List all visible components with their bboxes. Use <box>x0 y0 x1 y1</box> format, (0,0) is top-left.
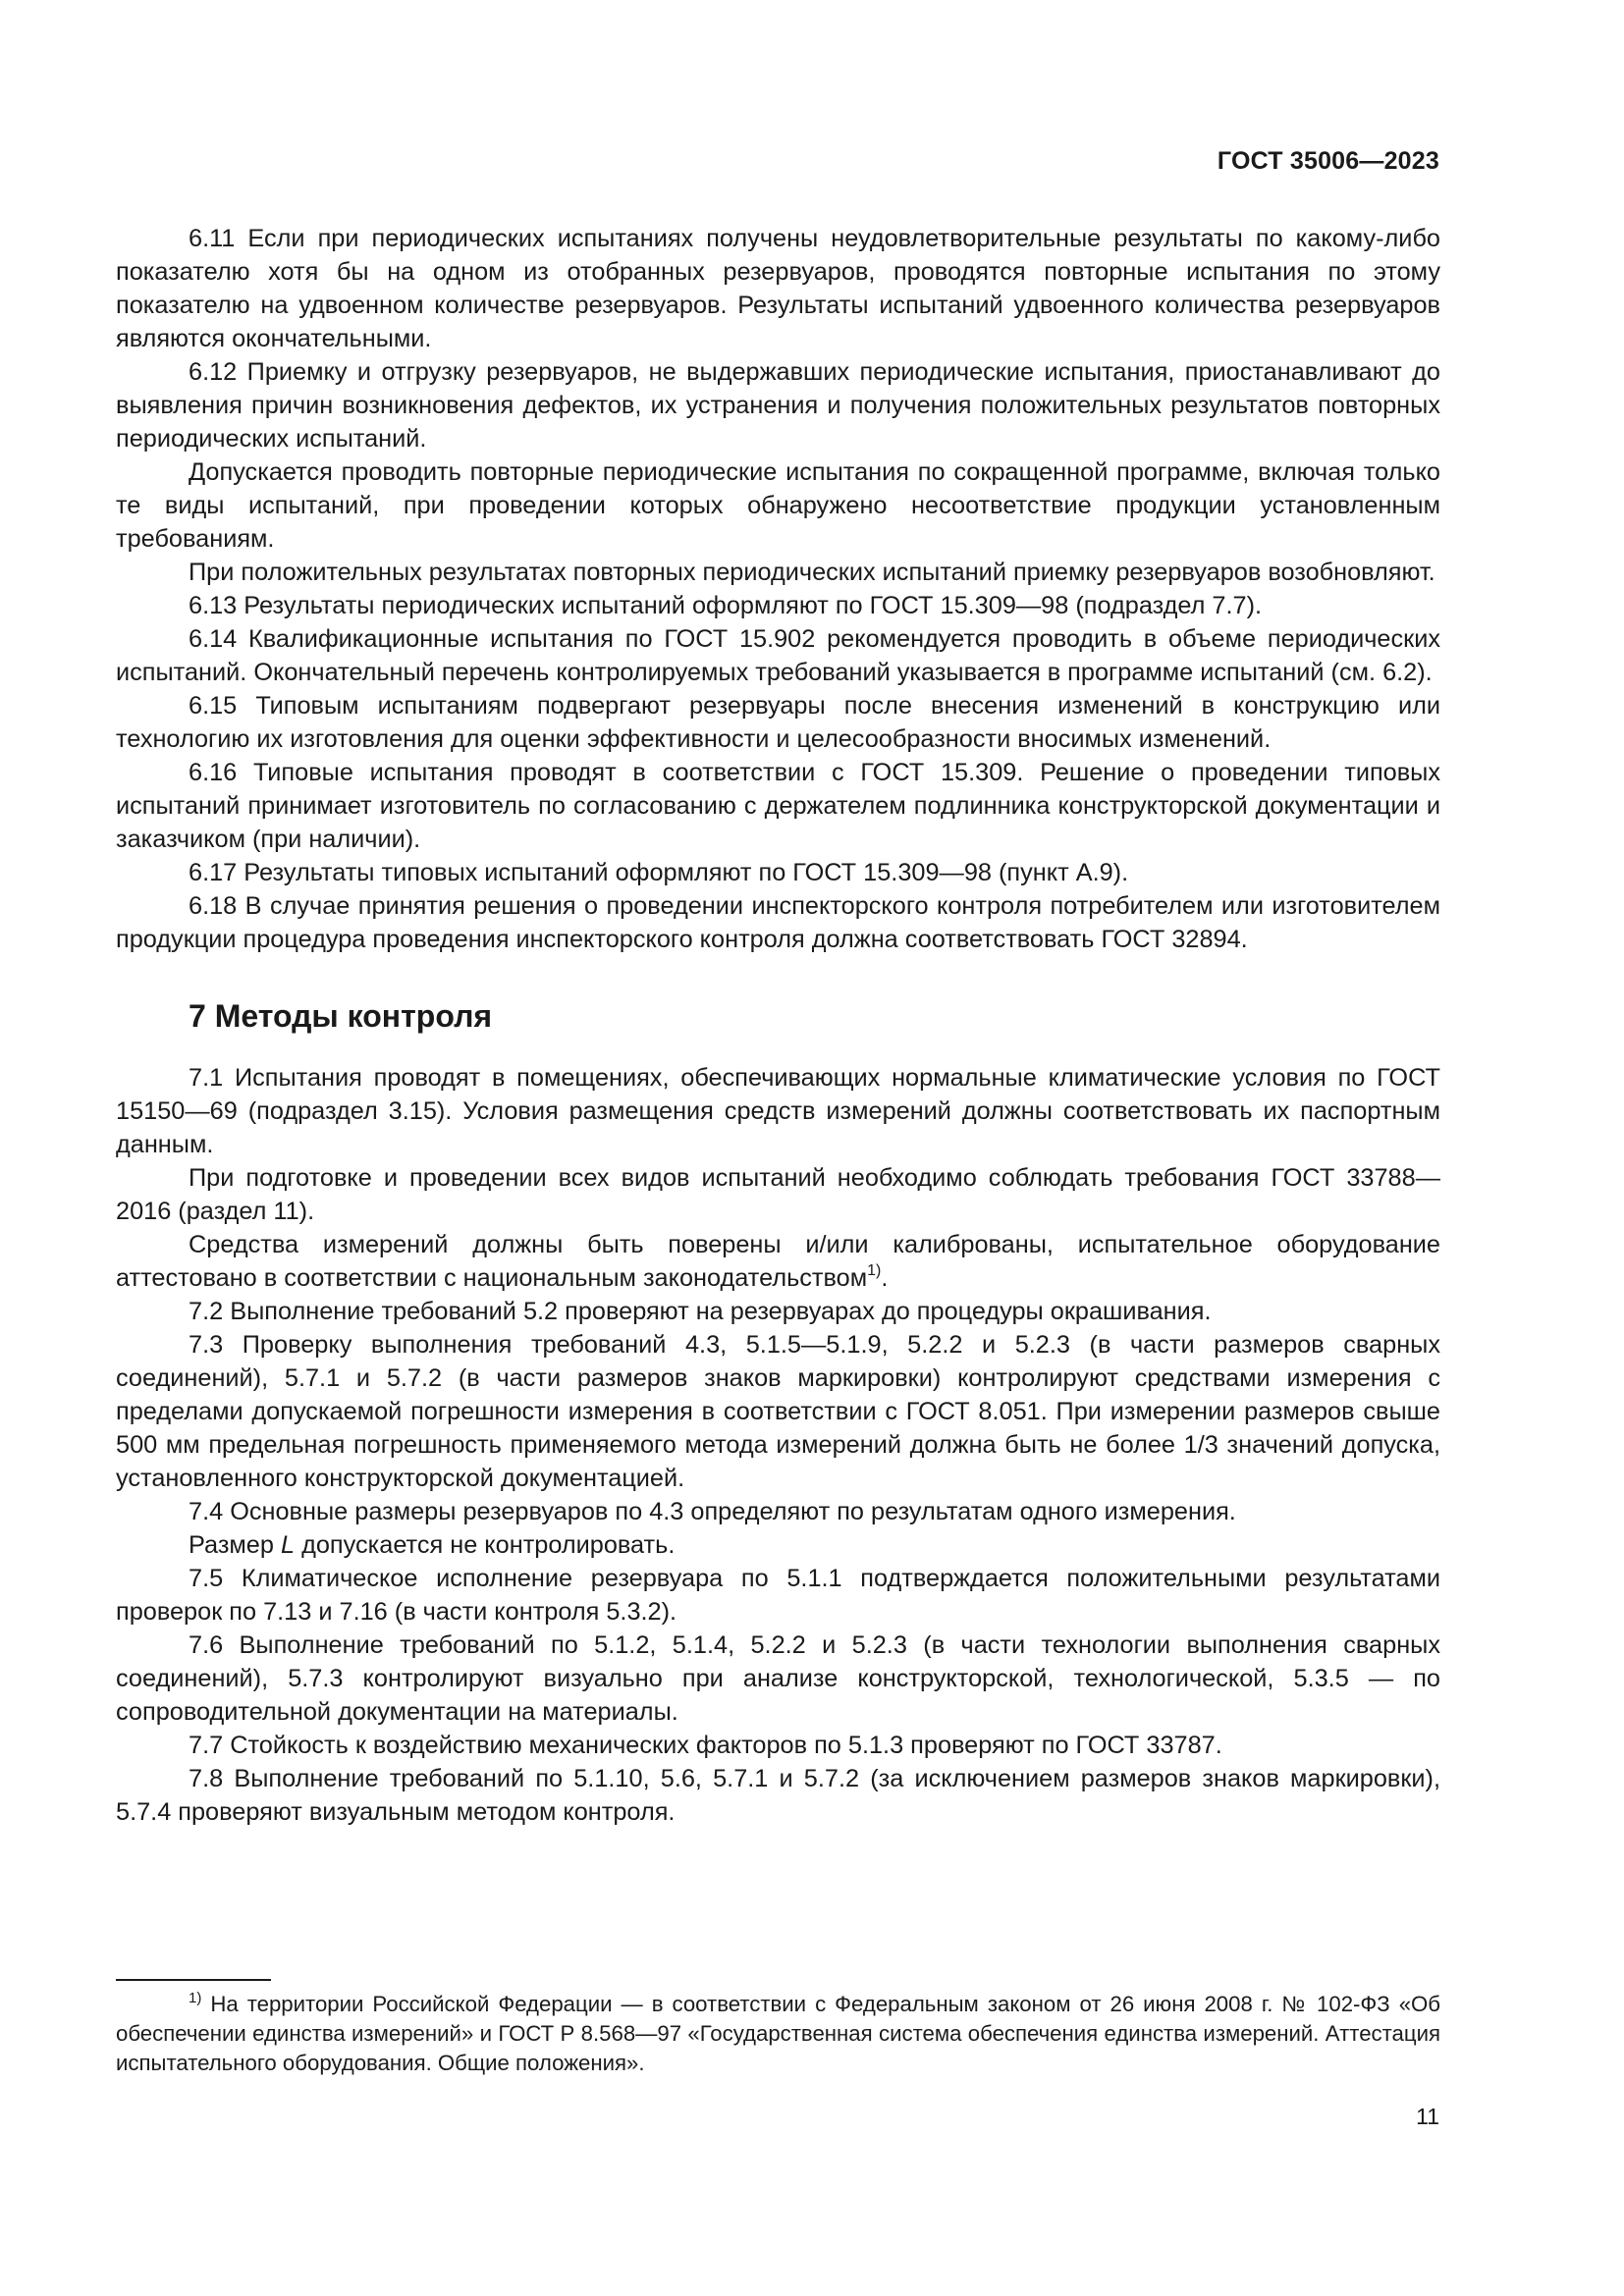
clause-7-4: 7.4 Основные размеры резервуаров по 4.3 определяют по результатам одного измерения. <box>189 1498 1236 1525</box>
footnote-reference-mark: 1) <box>867 1262 882 1279</box>
page-number: 11 <box>1416 2104 1439 2129</box>
clause-7-6: 7.6 Выполнение требований по 5.1.2, 5.1.4, 5.2.2 и 5.2.3 (в части технологии выполнения сварных соединений), 5.7.3 контролируют визуально при анализе конструкторской, технологической, 5.3.5 — по сопроводительной документации на материалы. <box>116 1631 1440 1726</box>
clause-7-1-paragraph-3-text: Средства измерений должны быть поверены и/или калиброваны, испытательное оборудование аттестовано в соответствии с национальным законодательством <box>116 1231 1440 1292</box>
footnote-body: На территории Российской Федерации — в соответствии с Федеральным законом от 26 июня 2008 г. № 102-ФЗ «Об обеспечении единства измерений» и ГОСТ Р 8.568—97 «Государственная система обеспечения единства измерений. Аттестация испытательного оборудования. Общие положения». <box>116 1992 1440 2075</box>
clause-7-4-paragraph-2 <box>116 1528 1440 1562</box>
section-7-heading: 7 Методы контроля <box>189 998 493 1034</box>
footnote-text <box>116 1990 1440 2078</box>
clause-6-15: 6.15 Типовым испытаниям подвергают резервуары после внесения изменений в конструкцию или технологию их изготовления для оценки эффективности и целесообразности вносимых изменений. <box>116 692 1440 753</box>
clause-6-12-paragraph-2: Допускается проводить повторные периодические испытания по сокращенной программе, включая только те виды испытаний, при проведении которых обнаружено несоответствие продукции установленным требованиям. <box>116 458 1440 553</box>
clause-7-4-paragraph-2-pre: Размер <box>189 1531 281 1559</box>
clause-6-14: 6.14 Квалификационные испытания по ГОСТ 15.902 рекомендуется проводить в объеме периодических испытаний. Окончательный перечень контролируемых требований указывается в программе испытаний (см. 6.2). <box>116 625 1440 686</box>
variable-l: L <box>280 1531 296 1559</box>
document-code-header: ГОСТ 35006—2023 <box>1217 147 1439 175</box>
clause-7-1-paragraph-3-end: . <box>881 1264 889 1292</box>
clause-7-2: 7.2 Выполнение требований 5.2 проверяют на резервуарах до процедуры окрашивания. <box>189 1298 1212 1325</box>
clause-6-18: 6.18 В случае принятия решения о проведении инспекторского контроля потребителем или изготовителем продукции процедура проведения инспекторского контроля должна соответствовать ГОСТ 32894. <box>116 892 1440 953</box>
main-content <box>116 222 1440 1829</box>
clause-6-11: 6.11 Если при периодических испытаниях получены неудовлетворительные результаты по какому-либо показателю хотя бы на одном из отобранных резервуаров, проводятся повторные испытания по этому показателю на удвоенном количестве резервуаров. Результаты испытаний удвоенного количества резервуаров являются окончательными. <box>116 225 1440 352</box>
clause-6-16: 6.16 Типовые испытания проводят в соответствии с ГОСТ 15.309. Решение о проведении типовых испытаний принимает изготовитель по согласованию с держателем подлинника конструкторской документации и заказчиком (при наличии). <box>116 759 1440 853</box>
clause-7-1: 7.1 Испытания проводят в помещениях, обеспечивающих нормальные климатические условия по ГОСТ 15150—69 (подраздел 3.15). Условия размещения средств измерений должны соответствовать их паспортным данным. <box>116 1064 1440 1158</box>
clause-6-12-paragraph-3: При положительных результатах повторных периодических испытаний приемку резервуаров возобновляют. <box>189 559 1435 586</box>
clause-7-1-paragraph-3 <box>116 1228 1440 1295</box>
footnote <box>116 1990 1440 2078</box>
clause-6-13: 6.13 Результаты периодических испытаний оформляют по ГОСТ 15.309—98 (подраздел 7.7). <box>189 592 1263 619</box>
clause-7-8: 7.8 Выполнение требований по 5.1.10, 5.6, 5.7.1 и 5.7.2 (за исключением размеров знаков маркировки), 5.7.4 проверяют визуальным методом контроля. <box>116 1765 1440 1826</box>
clause-6-17: 6.17 Результаты типовых испытаний оформляют по ГОСТ 15.309—98 (пункт А.9). <box>189 859 1129 886</box>
clause-7-3: 7.3 Проверку выполнения требований 4.3, 5.1.5—5.1.9, 5.2.2 и 5.2.3 (в части размеров сварных соединений), 5.7.1 и 5.7.2 (в части размеров знаков маркировки) контролируют средствами измерения с пределами допускаемой погрешности измерения в соответствии с ГОСТ 8.051. При измерении размеров свыше 500 мм предельная погрешность применяемого метода измерений должна быть не более 1/3 значений допуска, установленного конструкторской документацией. <box>116 1331 1440 1492</box>
clause-7-7: 7.7 Стойкость к воздействию механических факторов по 5.1.3 проверяют по ГОСТ 33787. <box>189 1732 1222 1759</box>
footnote-separator <box>116 1979 271 1981</box>
clause-7-5: 7.5 Климатическое исполнение резервуара по 5.1.1 подтверждается положительными результатами проверок по 7.13 и 7.16 (в части контроля 5.3.2). <box>116 1565 1440 1626</box>
clause-7-1-paragraph-2: При подготовке и проведении всех видов испытаний необходимо соблюдать требования ГОСТ 33788—2016 (раздел 11). <box>116 1164 1440 1225</box>
clause-7-4-paragraph-2-post: допускается не контролировать. <box>295 1531 676 1559</box>
footnote-mark: 1) <box>189 1990 202 2006</box>
clause-6-12: 6.12 Приемку и отгрузку резервуаров, не выдержавших периодические испытания, приостанавливают до выявления причин возникновения дефектов, их устранения и получения положительных результатов повторных периодических испытаний. <box>116 358 1440 453</box>
